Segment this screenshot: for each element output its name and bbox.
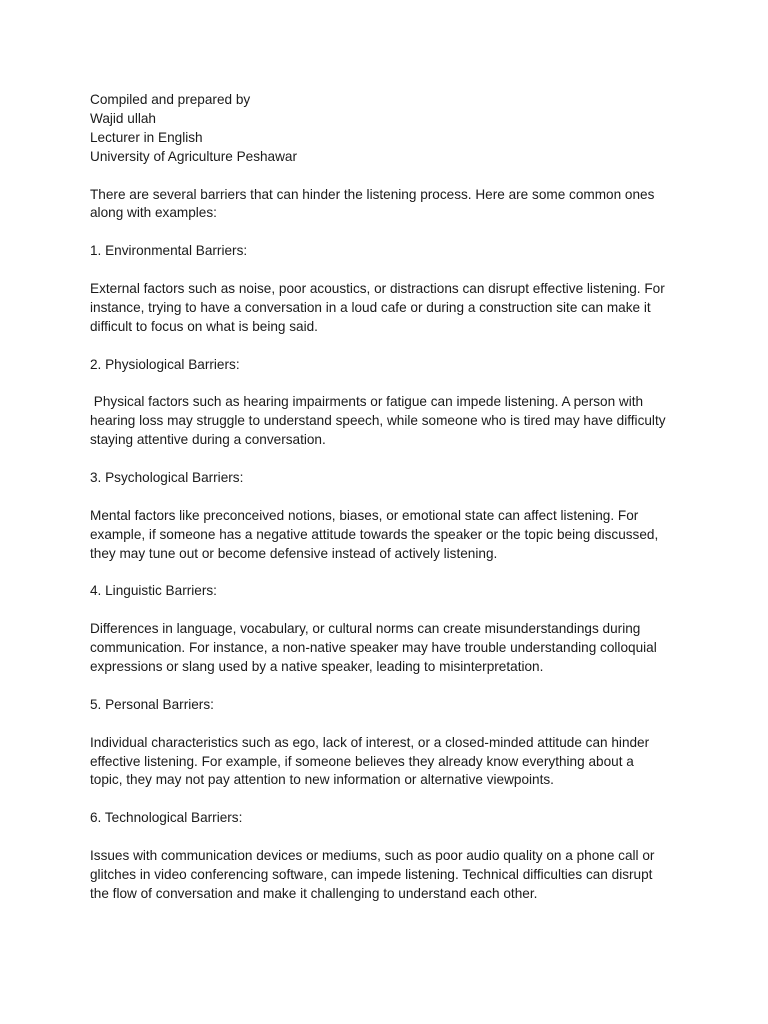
body-line: effective listening. For example, if someone believes they already know everything about a [90,753,634,769]
intro-line: along with examples: [90,205,217,221]
body-line: glitches in video conferencing software, can impede listening. Technical difficulties can disrupt [90,866,653,882]
author-affiliation: University of Agriculture Peshawar [90,148,298,164]
spacer [90,790,690,809]
body-line: expressions or slang used by a native speaker, leading to misinterpretation. [90,659,544,675]
body-line: example, if someone has a negative attitude towards the speaker or the topic being discussed, [90,526,659,542]
body-line: the flow of conversation and make it challenging to understand each other. [90,885,538,901]
section-physiological [90,356,690,451]
body-line: communication. For instance, a non-native speaker may have trouble understanding colloquial [90,640,657,656]
body-line: External factors such as noise, poor acoustics, or distractions can disrupt effective listening. For [90,281,665,297]
section-personal [90,696,690,791]
spacer [90,450,690,469]
intro-line: There are several barriers that can hinder the listening process. Here are some common ones [90,186,655,202]
body-line: Mental factors like preconceived notions, biases, or emotional state can affect listening. For [90,507,639,523]
body-line: Physical factors such as hearing impairments or fatigue can impede listening. A person with [90,394,644,410]
body-line: instance, trying to have a conversation in a loud cafe or during a construction site can make it [90,299,651,315]
section-technological [90,809,690,904]
spacer [90,261,690,280]
intro-paragraph [90,186,690,224]
body-line: Individual characteristics such as ego, lack of interest, or a closed-minded attitude can hinder [90,734,650,750]
author-credit: Compiled and prepared by [90,92,251,107]
body-line: staying attentive during a conversation. [90,432,326,448]
spacer [90,677,690,696]
body-line: topic, they may not pay attention to new information or alternative viewpoints. [90,772,554,788]
spacer [90,337,690,356]
spacer [90,375,690,394]
body-line: hearing loss may struggle to understand speech, while someone who is tired may have difficulty [90,413,666,429]
spacer [90,564,690,583]
section-environmental [90,242,690,337]
author-name: Wajid ullah [90,110,156,126]
body-line: difficult to focus on what is being said. [90,318,318,334]
spacer [90,601,690,620]
section-linguistic [90,582,690,677]
author-block [90,91,690,167]
body-line: they may tune out or become defensive instead of actively listening. [90,545,498,561]
spacer [90,828,690,847]
spacer [90,715,690,734]
section-heading: 4. Linguistic Barriers: [90,583,217,599]
spacer [90,488,690,507]
spacer [90,223,690,242]
section-heading: 6. Technological Barriers: [90,810,243,826]
author-title: Lecturer in English [90,129,203,145]
section-psychological [90,469,690,564]
body-line: Differences in language, vocabulary, or cultural norms can create misunderstandings during [90,621,641,637]
document-page [90,91,690,904]
spacer [90,167,690,186]
section-heading: 5. Personal Barriers: [90,696,214,712]
section-heading: 2. Physiological Barriers: [90,356,240,372]
body-line: Issues with communication devices or mediums, such as poor audio quality on a phone call or [90,848,655,864]
section-heading: 3. Psychological Barriers: [90,470,244,486]
section-heading: 1. Environmental Barriers: [90,243,248,259]
